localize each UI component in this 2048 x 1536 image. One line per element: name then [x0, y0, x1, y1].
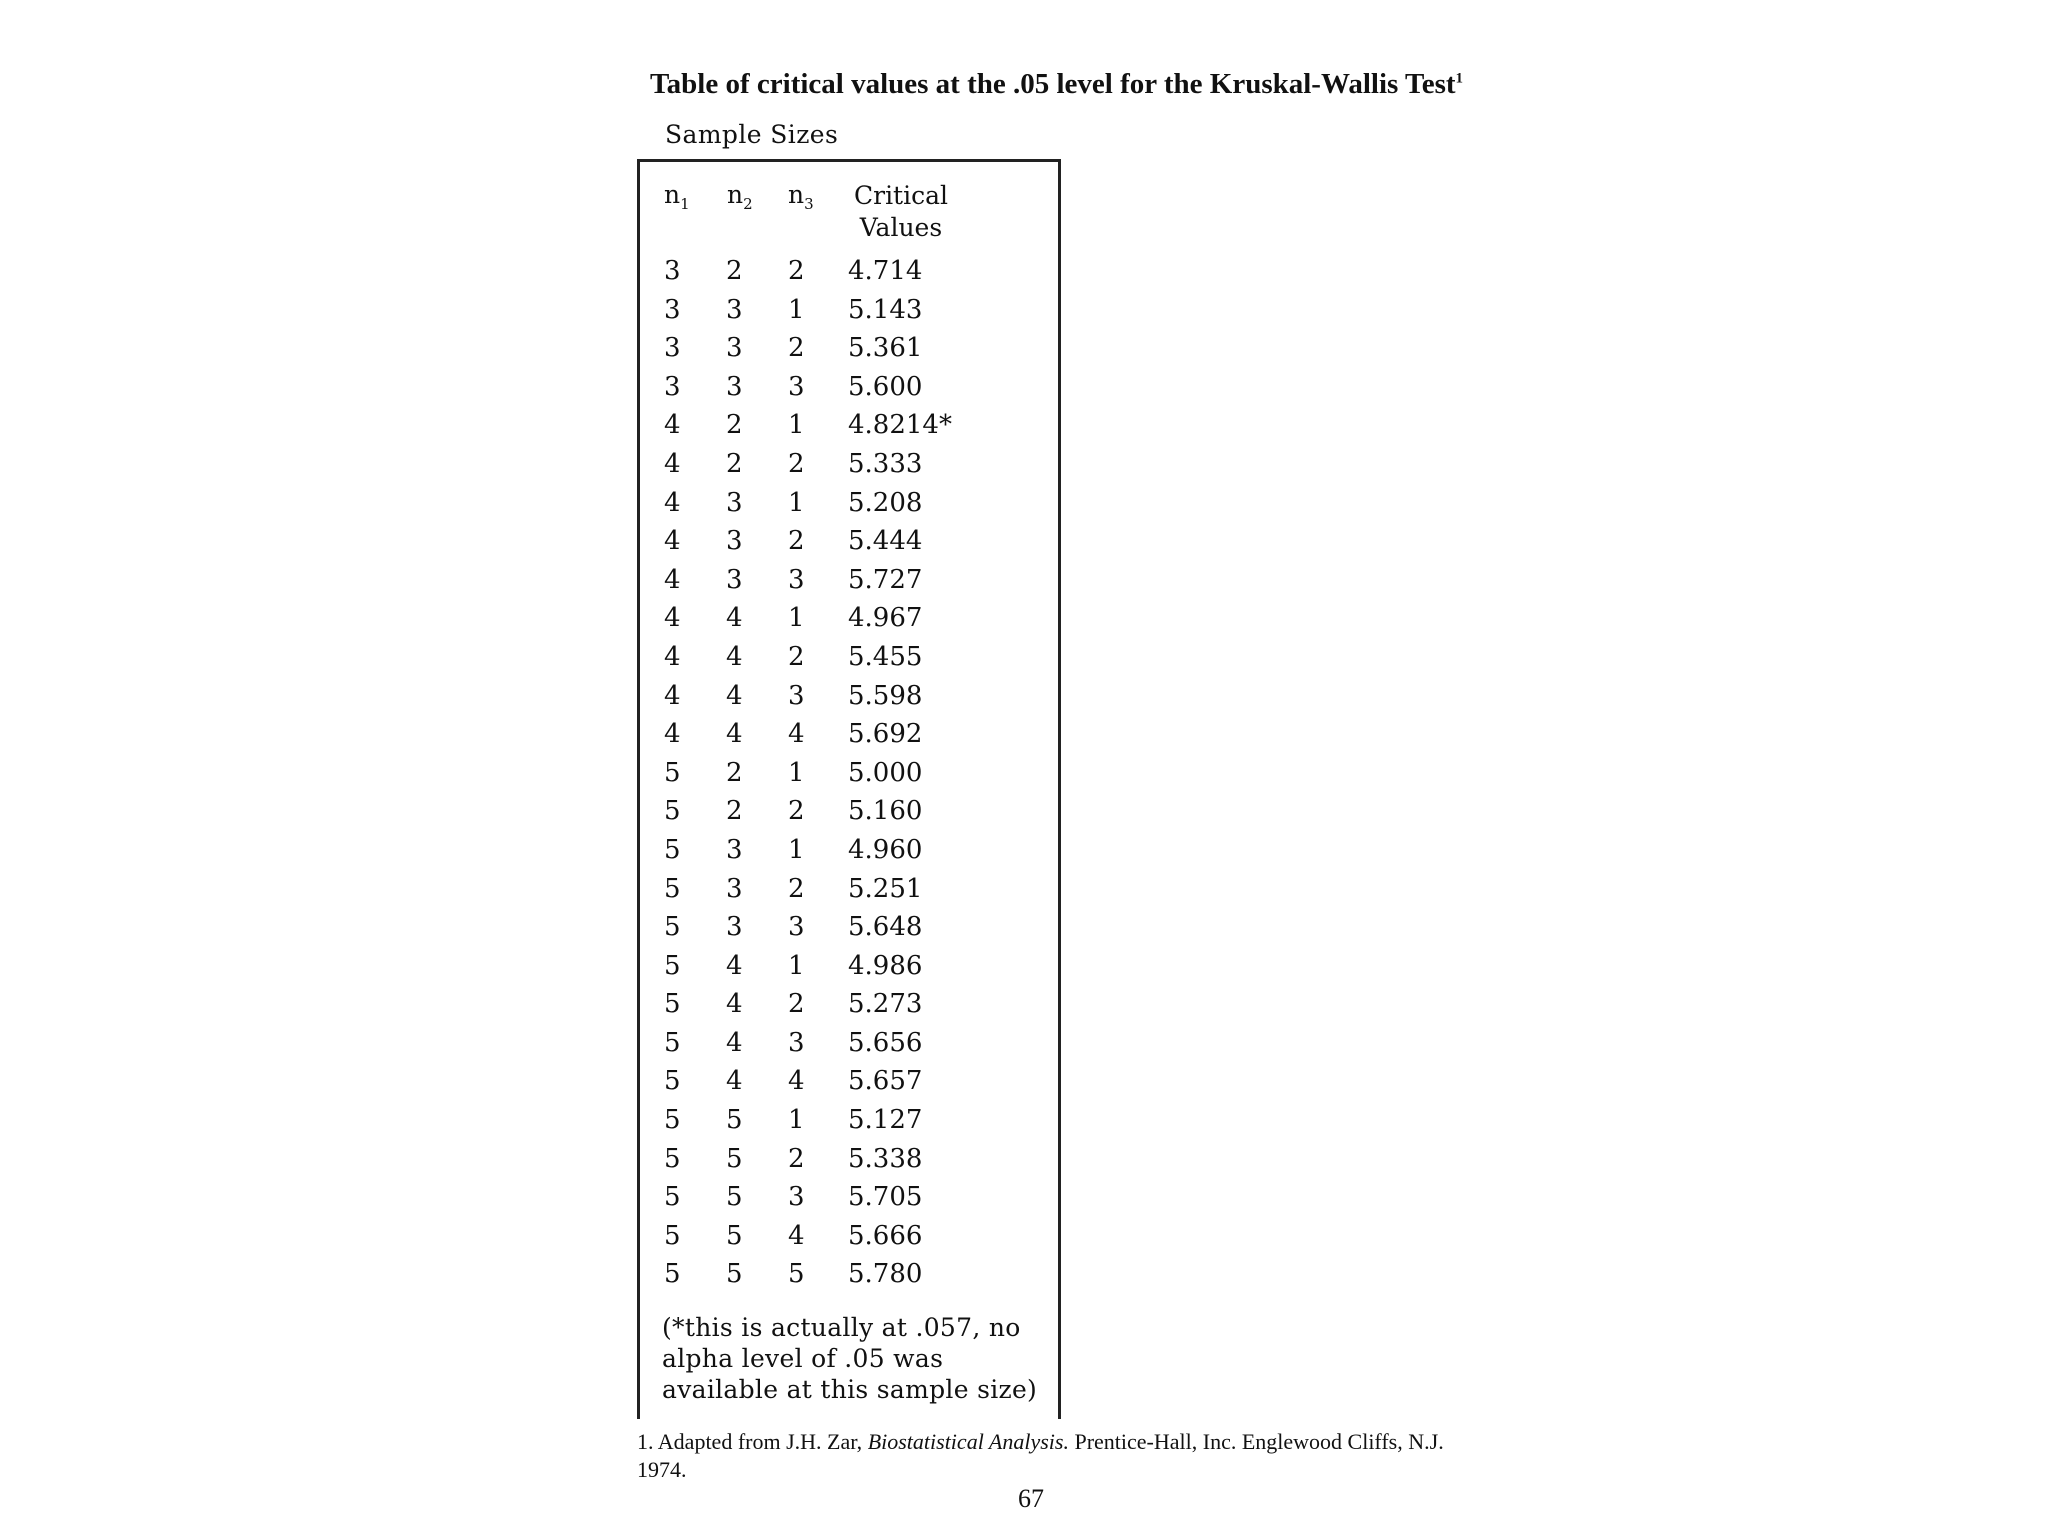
cell-n3: 2	[788, 526, 805, 557]
cell-critical-value: 5.727	[848, 564, 923, 595]
table-row	[640, 1062, 1058, 1101]
cell-critical-value: 5.648	[848, 912, 923, 943]
cell-critical-value: 5.666	[848, 1220, 923, 1251]
cell-n2: 3	[726, 294, 743, 325]
cell-n1: 5	[664, 1027, 681, 1058]
table-row	[640, 1101, 1058, 1140]
page-number: 67	[1018, 1484, 1044, 1513]
cell-critical-value: 5.656	[848, 1027, 923, 1058]
cell-n3: 3	[788, 680, 805, 711]
cell-n3: 3	[788, 912, 805, 943]
footnote-book-title: Biostatistical Analysis.	[867, 1429, 1069, 1454]
cell-n2: 4	[726, 950, 743, 981]
table-row	[640, 406, 1058, 445]
cell-n2: 3	[726, 912, 743, 943]
cell-n2: 5	[726, 1182, 743, 1213]
cell-n3: 2	[788, 641, 805, 672]
cell-n3: 1	[788, 757, 805, 788]
footnote-prefix: 1. Adapted from J.H. Zar,	[637, 1429, 868, 1454]
cell-critical-value: 5.361	[848, 333, 923, 364]
cell-n1: 5	[664, 1143, 681, 1174]
cell-n1: 5	[664, 796, 681, 827]
cell-n1: 5	[664, 912, 681, 943]
cell-n1: 3	[664, 371, 681, 402]
table-row	[640, 908, 1058, 947]
table-row	[640, 522, 1058, 561]
table-row	[640, 947, 1058, 986]
cell-n3: 2	[788, 873, 805, 904]
header-critical-line2: Values	[859, 213, 943, 242]
cell-n2: 4	[726, 603, 743, 634]
cell-n2: 2	[726, 448, 743, 479]
cell-n2: 4	[726, 719, 743, 750]
cell-critical-value: 5.208	[848, 487, 923, 518]
cell-n1: 5	[664, 873, 681, 904]
title-footnote-mark: 1	[1455, 70, 1464, 87]
page-title	[650, 68, 1463, 101]
cell-n1: 4	[664, 680, 681, 711]
cell-n1: 3	[664, 333, 681, 364]
header-n1-letter: n	[664, 180, 681, 209]
header-critical-values	[836, 180, 966, 244]
cell-n2: 2	[726, 796, 743, 827]
table-header	[640, 174, 1058, 244]
cell-n2: 4	[726, 641, 743, 672]
header-n1-subscript: 1	[680, 195, 690, 213]
cell-n1: 5	[664, 1182, 681, 1213]
cell-n3: 3	[788, 1182, 805, 1213]
cell-critical-value: 4.986	[848, 950, 923, 981]
cell-critical-value: 4.714	[848, 256, 923, 286]
cell-critical-value: 5.143	[848, 294, 923, 325]
table-row	[640, 329, 1058, 368]
cell-n3: 1	[788, 950, 805, 981]
cell-n2: 5	[726, 1259, 743, 1290]
table-row	[640, 368, 1058, 407]
table-row	[640, 1178, 1058, 1217]
table-row	[640, 445, 1058, 484]
cell-n2: 2	[726, 256, 743, 286]
table-row	[640, 484, 1058, 523]
cell-n1: 5	[664, 950, 681, 981]
cell-n2: 2	[726, 410, 743, 441]
table-row	[640, 870, 1058, 909]
table-row	[640, 291, 1058, 330]
header-n2	[727, 180, 753, 213]
cell-n2: 5	[726, 1220, 743, 1251]
footnote	[637, 1428, 1467, 1484]
cell-n2: 3	[726, 333, 743, 364]
cell-critical-value: 5.692	[848, 719, 923, 750]
cell-n3: 1	[788, 603, 805, 634]
cell-n1: 4	[664, 641, 681, 672]
cell-critical-value: 5.444	[848, 526, 923, 557]
cell-critical-value: 5.273	[848, 989, 923, 1020]
cell-n3: 4	[788, 1066, 805, 1097]
cell-n1: 5	[664, 989, 681, 1020]
cell-n1: 4	[664, 719, 681, 750]
cell-n2: 3	[726, 834, 743, 865]
table-row	[640, 561, 1058, 600]
cell-critical-value: 5.127	[848, 1105, 923, 1136]
header-n2-letter: n	[727, 180, 744, 209]
table-row	[640, 252, 1058, 291]
cell-n3: 2	[788, 448, 805, 479]
cell-n3: 4	[788, 719, 805, 750]
cell-n3: 3	[788, 564, 805, 595]
cell-critical-value: 5.000	[848, 757, 923, 788]
cell-critical-value: 5.333	[848, 448, 923, 479]
cell-n2: 5	[726, 1143, 743, 1174]
cell-n3: 3	[788, 1027, 805, 1058]
cell-n1: 4	[664, 448, 681, 479]
table-body	[640, 252, 1058, 1294]
cell-n2: 4	[726, 1027, 743, 1058]
table-row	[640, 599, 1058, 638]
table-row	[640, 715, 1058, 754]
cell-n3: 1	[788, 1105, 805, 1136]
header-critical-line1: Critical	[853, 181, 949, 210]
cell-n2: 3	[726, 526, 743, 557]
cell-critical-value: 5.160	[848, 796, 923, 827]
cell-n3: 4	[788, 1220, 805, 1251]
cell-n2: 3	[726, 564, 743, 595]
cell-n2: 3	[726, 873, 743, 904]
cell-n3: 2	[788, 989, 805, 1020]
cell-n1: 4	[664, 603, 681, 634]
cell-n1: 5	[664, 1259, 681, 1290]
cell-critical-value: 5.338	[848, 1143, 923, 1174]
table-row	[640, 792, 1058, 831]
table-row	[640, 1217, 1058, 1256]
cell-n1: 4	[664, 526, 681, 557]
cell-n3: 5	[788, 1259, 805, 1290]
table-row	[640, 1024, 1058, 1063]
cell-n1: 5	[664, 834, 681, 865]
cell-n3: 1	[788, 834, 805, 865]
cell-critical-value: 4.967	[848, 603, 923, 634]
sample-sizes-label: Sample Sizes	[665, 120, 839, 149]
page-title-text: Table of critical values at the .05 level for the Kruskal-Wallis Test	[650, 68, 1456, 100]
cell-n3: 2	[788, 796, 805, 827]
critical-values-table	[637, 159, 1061, 1419]
cell-n2: 5	[726, 1105, 743, 1136]
cell-critical-value: 5.598	[848, 680, 923, 711]
cell-n3: 3	[788, 371, 805, 402]
cell-n2: 4	[726, 680, 743, 711]
table-row	[640, 831, 1058, 870]
cell-n2: 4	[726, 989, 743, 1020]
cell-n2: 3	[726, 487, 743, 518]
table-row	[640, 1255, 1058, 1294]
cell-n2: 3	[726, 371, 743, 402]
cell-n1: 5	[664, 1066, 681, 1097]
header-n3	[788, 180, 814, 213]
cell-critical-value: 5.657	[848, 1066, 923, 1097]
header-n3-letter: n	[788, 180, 805, 209]
cell-n1: 4	[664, 410, 681, 441]
header-n1	[664, 180, 690, 213]
cell-n3: 2	[788, 333, 805, 364]
table-row	[640, 638, 1058, 677]
cell-n1: 3	[664, 256, 681, 286]
cell-n3: 1	[788, 487, 805, 518]
cell-n1: 3	[664, 294, 681, 325]
cell-critical-value: 5.600	[848, 371, 923, 402]
cell-critical-value: 5.705	[848, 1182, 923, 1213]
cell-n1: 4	[664, 487, 681, 518]
table-row	[640, 1140, 1058, 1179]
header-n2-subscript: 2	[743, 195, 753, 213]
table-row	[640, 754, 1058, 793]
header-n3-subscript: 3	[804, 195, 814, 213]
cell-critical-value: 5.780	[848, 1259, 923, 1290]
cell-n3: 2	[788, 1143, 805, 1174]
cell-critical-value: 5.251	[848, 873, 923, 904]
cell-n1: 5	[664, 1105, 681, 1136]
table-note: (*this is actually at .057, no alpha level of .05 was available at this sample size)	[662, 1313, 1038, 1404]
cell-n1: 5	[664, 757, 681, 788]
cell-n3: 2	[788, 256, 805, 286]
cell-n2: 2	[726, 757, 743, 788]
cell-n1: 4	[664, 564, 681, 595]
table-row	[640, 985, 1058, 1024]
cell-n3: 1	[788, 294, 805, 325]
cell-n2: 4	[726, 1066, 743, 1097]
cell-critical-value: 4.8214*	[848, 410, 952, 441]
cell-critical-value: 5.455	[848, 641, 923, 672]
cell-n1: 5	[664, 1220, 681, 1251]
cell-n3: 1	[788, 410, 805, 441]
table-row	[640, 677, 1058, 716]
footnote-suffix: Prentice-Hall, Inc. Englewood Cliffs, N.J. 1974.	[637, 1429, 1444, 1482]
cell-critical-value: 4.960	[848, 834, 923, 865]
